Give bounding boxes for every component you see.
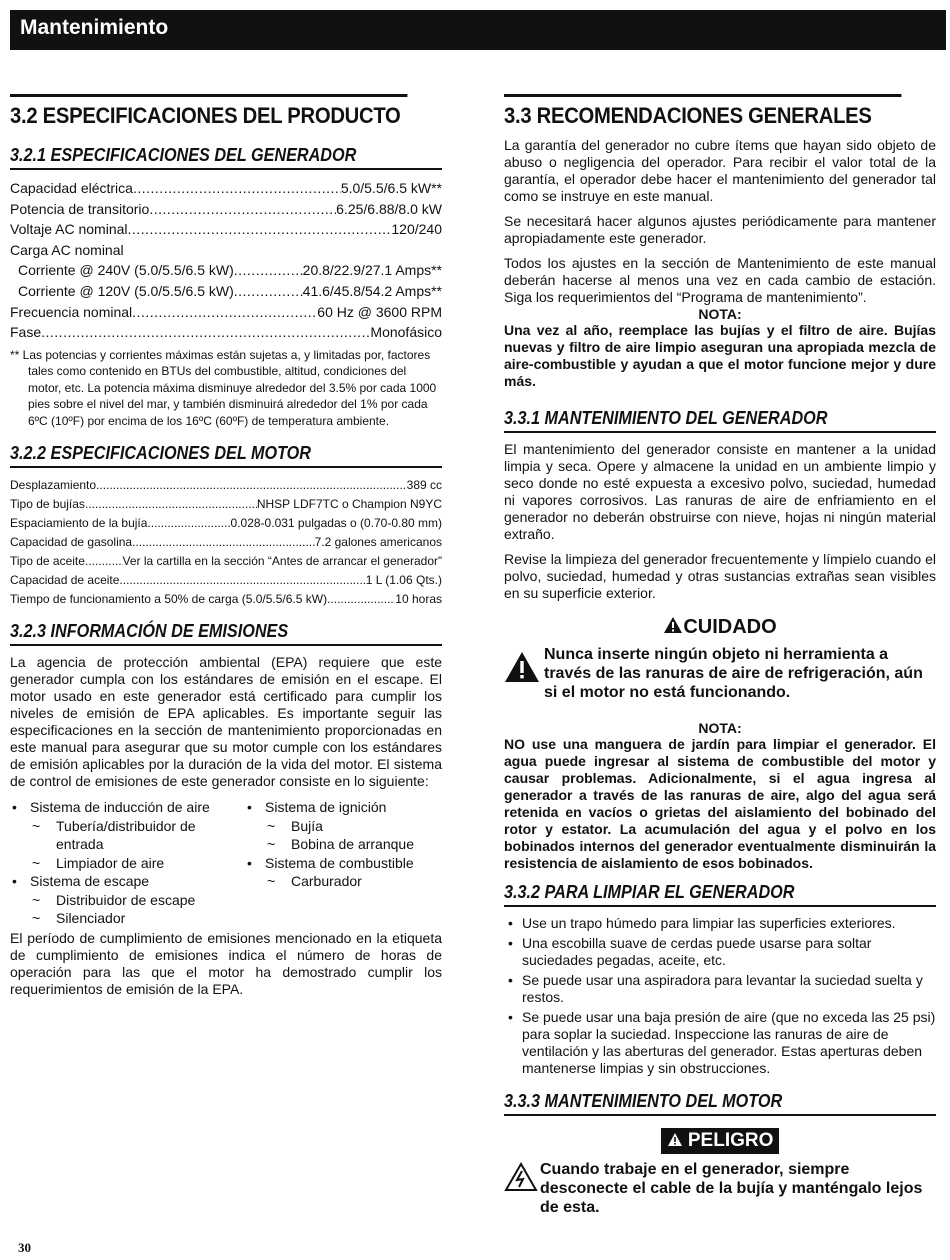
danger-heading: PELIGRO xyxy=(661,1128,780,1154)
warning-triangle-icon xyxy=(663,616,683,634)
header-bar xyxy=(10,10,946,50)
section-3-2-3-title: 3.2.3 INFORMACIÓN DE EMISIONES xyxy=(10,621,442,646)
motor-spec-row: Tipo de aceite ..... Ver la cartilla en la sección “Antes de arrancar el generador” xyxy=(10,552,442,571)
danger-message xyxy=(504,1160,936,1217)
spec-row: Frecuencia nominal ..... 60 Hz @ 3600 RPM xyxy=(10,302,442,323)
section-header-title: Mantenimiento xyxy=(20,16,169,39)
motor-spec-row: Espaciamiento de la bujía ..... 0.028-0.031 pulgadas o (0.70-0.80 mm) xyxy=(10,514,442,533)
list-subitem: ~ Carburador xyxy=(245,872,442,891)
motor-spec-row: Capacidad de gasolina ..... 7.2 galones americanos xyxy=(10,533,442,552)
spec-row: Voltaje AC nominal ..... 120/240 xyxy=(10,219,442,240)
list-item: • Use un trapo húmedo para limpiar las superficies exteriores. xyxy=(504,915,936,932)
list-item: • Sistema de combustible xyxy=(245,854,442,873)
list-item: • Una escobilla suave de cerdas puede usarse para soltar suciedades pegadas, aceite, etc. xyxy=(504,935,936,969)
section-3-2-title: 3.2 ESPECIFICACIONES DEL PRODUCTO xyxy=(10,94,407,129)
list-subitem: ~ Silenciador xyxy=(10,909,245,928)
list-subitem: ~ Tubería/distribuidor de entrada xyxy=(10,817,245,854)
right-column xyxy=(504,94,936,1217)
list-subitem: ~ Bujía xyxy=(245,817,442,836)
list-item: • Sistema de ignición xyxy=(245,798,442,817)
list-subitem: ~ Distribuidor de escape xyxy=(10,891,245,910)
danger-heading-wrap xyxy=(504,1128,936,1154)
note-heading: NOTA: xyxy=(698,720,742,736)
specs-footnote: ** Las potencias y corrientes máximas están sujetas a, y limitadas por, factores tales como contenido en BTUs del combustible, altitud, condiciones del motor, etc. La potencia máxima disminuye alrededor del 3.5% por cada 1000 pies sobre el nivel del mar, y también disminuirá alrededor del 1% por cada 6ºC (10ºF) por encima de los 16ºC (60ºF) de temperatura ambiente. xyxy=(10,347,437,428)
warning-triangle-icon xyxy=(667,1132,683,1147)
list-item: • Se puede usar una baja presión de aire (que no exceda las 25 psi) para soplar la suciedad. Inspeccione las ranuras de aire de ventilación y las aberturas del generador. Estas aperturas deben mantenerse limpias y sin obstrucciones. xyxy=(504,1009,936,1077)
paragraph: Revise la limpieza del generador frecuentemente y límpielo cuando el polvo, suciedad, humedad y otras sustancias extrañas sean visibles en su superficie exterior. xyxy=(504,551,936,601)
list-item: • Se puede usar una aspiradora para levantar la suciedad suelta y restos. xyxy=(504,972,936,1006)
danger-text: Cuando trabaje en el generador, siempre desconecte el cable de la bujía y manténgalo lejos de esta. xyxy=(540,1161,923,1216)
spec-row: Corriente @ 240V (5.0/5.5/6.5 kW) ..... 20.8/22.9/27.1 Amps** xyxy=(10,260,442,281)
section-3-3-3-title: 3.3.3 MANTENIMIENTO DEL MOTOR xyxy=(504,1091,936,1116)
systems-column-2 xyxy=(245,798,442,928)
section-3-2-2-title: 3.2.2 ESPECIFICACIONES DEL MOTOR xyxy=(10,443,442,468)
caution-heading: CUIDADO xyxy=(504,616,936,639)
emissions-compliance-paragraph: El período de cumplimiento de emisiones mencionado en la etiqueta de cumplimiento de emisiones indica el número de horas de operación para las que el motor ha demostrado cumplir los requerimientos de emisión de la EPA. xyxy=(10,929,442,997)
motor-spec-row: Tiempo de funcionamiento a 50% de carga (5.0/5.5/6.5 kW) ..... 10 horas xyxy=(10,590,442,609)
emissions-paragraph: La agencia de protección ambiental (EPA) requiere que este generador cumpla con los estándares de emisión en el escape. El motor usado en este generador está certificado para cumplir los niveles de emisión de EPA aplicables. Es importante seguir las especificaciones en la sección de mantenimiento proporcionadas en este manual para asegurar que su motor cumple con los estándares de emisión aplicables por la duración de la vida del motor. El sistema de control de emisiones de este generador consiste en lo siguiente: xyxy=(10,654,442,790)
motor-spec-row: Desplazamiento ..... 389 cc xyxy=(10,476,442,495)
paragraph: Todos los ajustes en la sección de Mantenimiento de este manual deberán hacerse al menos una vez en cada cambio de estación. Siga los requerimientos del “Programa de mantenimiento”. xyxy=(504,255,936,305)
paragraph: La garantía del generador no cubre ítems que hayan sido objeto de abuso o negligencia del operador. Para recibir el valor total de la garantía, el operador debe hacer el mantenimiento del generador tal como se instruye en este manual. xyxy=(504,137,936,204)
note-text: Una vez al año, reemplace las bujías y el filtro de aire. Bujías nuevas y filtro de aire limpio aseguran una apropiada mezcla de aire-combustible y ayudan a que el motor funcione mejor y dure más. xyxy=(504,322,936,389)
emission-systems-list xyxy=(10,798,442,928)
note-text: NO use una manguera de jardín para limpiar el generador. El agua puede ingresar al sistema de combustible del motor y causar problemas. Adicionalmente, si el agua ingresa al generador a través de las ranuras de aire, algo del agua será retenida en vacíos o grietas del aislamiento del bobinado del rotor y estator. La acumulación del agua y el polvo en los bobinados internos del generador eventualmente disminuirán la resistencia de aislamiento de esos bobinados. xyxy=(504,736,936,871)
spec-row: Potencia de transitorio ..... 6.25/6.88/8.0 kW xyxy=(10,199,442,220)
list-item: • Sistema de escape xyxy=(10,872,245,891)
spec-row: Corriente @ 120V (5.0/5.5/6.5 kW) ..... 41.6/45.8/54.2 Amps** xyxy=(10,281,442,302)
cleaning-list xyxy=(504,915,936,1077)
spec-row: Capacidad eléctrica ..... 5.0/5.5/6.5 kW** xyxy=(10,178,442,199)
spec-label-carga: Carga AC nominal xyxy=(10,241,124,258)
paragraph: Se necesitará hacer algunos ajustes periódicamente para mantener apropiadamente este generador. xyxy=(504,213,936,246)
warning-triangle-icon xyxy=(504,651,540,683)
motor-specs xyxy=(10,476,442,609)
paragraph: El mantenimiento del generador consiste en mantener a la unidad limpia y seca. Opere y almacene la unidad en un ambiente limpio y seco donde no esté expuesta a excesivo polvo, suciedad, humedad ni vapores corrosivos. Las ranuras de aire de enfriamiento en el generador no deberán obstruirse con nieve, hojas ni ningún material extraño. xyxy=(504,441,936,542)
section-3-3-2-title: 3.3.2 PARA LIMPIAR EL GENERADOR xyxy=(504,882,936,907)
list-item: • Sistema de inducción de aire xyxy=(10,798,245,817)
electric-shock-warning-icon xyxy=(504,1162,538,1192)
page-number: 30 xyxy=(18,1240,31,1255)
caution-message xyxy=(504,645,936,702)
section-3-3-title: 3.3 RECOMENDACIONES GENERALES xyxy=(504,94,901,129)
motor-spec-row: Tipo de bujías ..... NHSP LDF7TC o Champion N9YC xyxy=(10,495,442,514)
section-3-3-1-title: 3.3.1 MANTENIMIENTO DEL GENERADOR xyxy=(504,408,936,433)
note-heading: NOTA: xyxy=(698,306,742,322)
systems-column-1 xyxy=(10,798,245,928)
generator-specs xyxy=(10,178,442,343)
list-subitem: ~ Bobina de arranque xyxy=(245,835,442,854)
caution-text: Nunca inserte ningún objeto ni herramienta a través de las ranuras de aire de refrigeración, aún si el motor no está funcionando. xyxy=(544,646,923,701)
section-3-2-1-title: 3.2.1 ESPECIFICACIONES DEL GENERADOR xyxy=(10,145,442,170)
spec-row: Fase ..... Monofásico xyxy=(10,322,442,343)
motor-spec-row: Capacidad de aceite ..... 1 L (1.06 Qts.) xyxy=(10,571,442,590)
left-column xyxy=(10,94,442,1006)
list-subitem: ~ Limpiador de aire xyxy=(10,854,245,873)
